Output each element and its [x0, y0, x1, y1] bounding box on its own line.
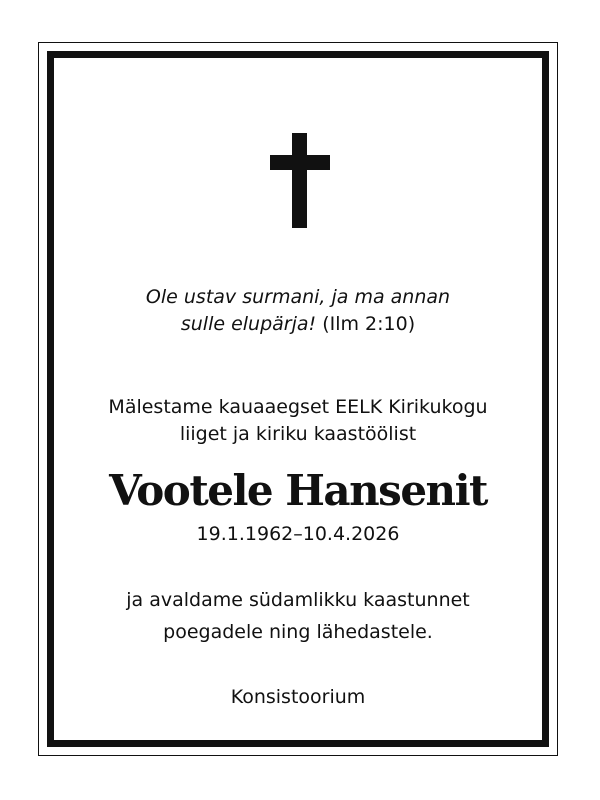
intro-text [54, 394, 542, 448]
cross-vertical-bar [292, 133, 307, 228]
deceased-name: Vootele Hansenit [109, 466, 487, 515]
verse-line-2 [54, 311, 542, 338]
condolence-text [54, 584, 542, 648]
intro-line-2: liiget ja kiriku kaastöölist [179, 423, 417, 445]
cross-horizontal-bar [270, 155, 330, 170]
verse-line-1: Ole ustav surmani, ja ma annan [145, 286, 451, 308]
intro-line-1: Mälestame kauaaegset EELK Kirikukogu [108, 396, 488, 418]
verse-line-2-text: sulle elupärja! [180, 313, 317, 335]
bible-verse [54, 284, 542, 338]
obituary-notice [54, 58, 542, 740]
life-dates: 19.1.1962–10.4.2026 [196, 523, 400, 545]
condolence-line-2: poegadele ning lähedastele. [163, 621, 433, 643]
condolence-line-1: ja avaldame südamlikku kaastunnet [126, 589, 470, 611]
signature: Konsistoorium [230, 686, 366, 708]
verse-reference: (Ilm 2:10) [322, 313, 416, 335]
cross-icon [270, 133, 330, 228]
